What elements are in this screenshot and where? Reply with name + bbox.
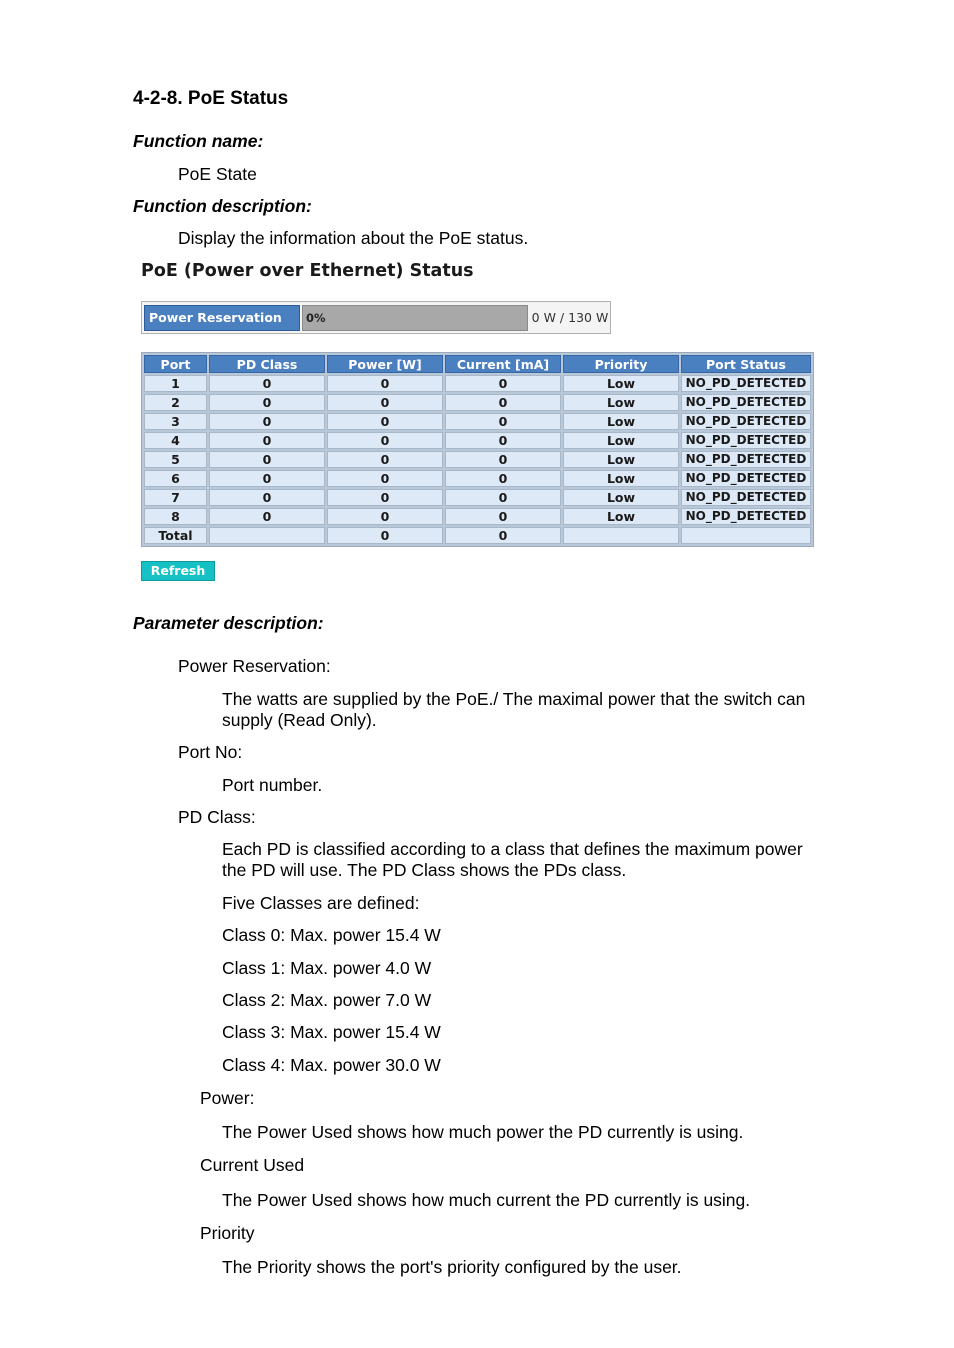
port-status-cell: NO_PD_DETECTED <box>681 508 811 525</box>
function-name-label: Function name: <box>133 131 264 151</box>
priority-cell: Low <box>563 375 679 392</box>
port-status-cell: NO_PD_DETECTED <box>681 451 811 468</box>
header-current: Current [mA] <box>445 355 561 373</box>
priority-cell: Low <box>563 451 679 468</box>
priority-cell: Low <box>563 470 679 487</box>
table-row <box>144 413 811 430</box>
current-cell: 0 <box>445 394 561 411</box>
table-row <box>144 432 811 449</box>
param-class-3: Class 3: Max. power 15.4 W <box>222 1022 441 1042</box>
param-current-used-desc: The Power Used shows how much current the PD currently is using. <box>222 1190 751 1210</box>
power-reservation-label: Power Reservation <box>144 305 300 331</box>
total-port-status <box>681 527 811 544</box>
port-cell: 5 <box>144 451 207 468</box>
header-power: Power [W] <box>327 355 443 373</box>
power-reservation-percent: 0% <box>306 311 326 325</box>
power-reservation-box <box>141 301 611 334</box>
param-class-2: Class 2: Max. power 7.0 W <box>222 990 432 1010</box>
pd-class-cell: 0 <box>209 470 325 487</box>
port-status-cell: NO_PD_DETECTED <box>681 375 811 392</box>
port-status-cell: NO_PD_DETECTED <box>681 470 811 487</box>
table-row <box>144 489 811 506</box>
port-cell: 1 <box>144 375 207 392</box>
pd-class-cell: 0 <box>209 375 325 392</box>
param-current-used: Current Used <box>200 1155 305 1175</box>
port-cell: 3 <box>144 413 207 430</box>
table-row <box>144 508 811 525</box>
port-status-cell: NO_PD_DETECTED <box>681 489 811 506</box>
poe-status-title: PoE (Power over Ethernet) Status <box>141 261 474 281</box>
function-description-label: Function description: <box>133 196 312 216</box>
current-cell: 0 <box>445 451 561 468</box>
param-class-1: Class 1: Max. power 4.0 W <box>222 958 432 978</box>
header-port: Port <box>144 355 207 373</box>
port-status-cell: NO_PD_DETECTED <box>681 413 811 430</box>
power-cell: 0 <box>327 432 443 449</box>
param-power-reservation-desc: The watts are supplied by the PoE./ The maximal power that the switch can supply (Read Only). <box>222 689 806 730</box>
power-cell: 0 <box>327 489 443 506</box>
table-row <box>144 470 811 487</box>
power-cell: 0 <box>327 470 443 487</box>
param-port-no-desc: Port number. <box>222 775 323 795</box>
port-cell: 6 <box>144 470 207 487</box>
section-title: 4-2-8. PoE Status <box>133 88 289 109</box>
function-description: Display the information about the PoE status. <box>178 228 529 248</box>
param-priority: Priority <box>200 1223 255 1243</box>
param-power-reservation: Power Reservation: <box>178 656 331 676</box>
power-cell: 0 <box>327 508 443 525</box>
header-priority: Priority <box>563 355 679 373</box>
current-cell: 0 <box>445 489 561 506</box>
port-cell: 8 <box>144 508 207 525</box>
power-cell: 0 <box>327 375 443 392</box>
param-power: Power: <box>200 1088 255 1108</box>
table-row <box>144 375 811 392</box>
priority-cell: Low <box>563 432 679 449</box>
current-cell: 0 <box>445 375 561 392</box>
param-priority-desc: The Priority shows the port's priority configured by the user. <box>222 1257 682 1277</box>
priority-cell: Low <box>563 489 679 506</box>
table-row <box>144 394 811 411</box>
port-cell: 2 <box>144 394 207 411</box>
port-cell: 7 <box>144 489 207 506</box>
total-power: 0 <box>327 527 443 544</box>
total-pd-class <box>209 527 325 544</box>
power-reservation-value: 0 W / 130 W <box>531 310 609 325</box>
pd-class-cell: 0 <box>209 451 325 468</box>
function-name: PoE State <box>178 164 257 184</box>
pd-class-cell: 0 <box>209 394 325 411</box>
param-class-0: Class 0: Max. power 15.4 W <box>222 925 441 945</box>
current-cell: 0 <box>445 508 561 525</box>
current-cell: 0 <box>445 413 561 430</box>
refresh-button[interactable]: Refresh <box>141 561 215 581</box>
pd-class-cell: 0 <box>209 413 325 430</box>
port-status-cell: NO_PD_DETECTED <box>681 394 811 411</box>
port-cell: 4 <box>144 432 207 449</box>
total-row <box>144 527 811 544</box>
header-port-status: Port Status <box>681 355 811 373</box>
pd-class-cell: 0 <box>209 508 325 525</box>
total-current: 0 <box>445 527 561 544</box>
current-cell: 0 <box>445 432 561 449</box>
power-cell: 0 <box>327 413 443 430</box>
current-cell: 0 <box>445 470 561 487</box>
parameter-description-label: Parameter description: <box>133 613 324 633</box>
pd-class-cell: 0 <box>209 489 325 506</box>
param-power-desc: The Power Used shows how much power the PD currently is using. <box>222 1122 744 1142</box>
priority-cell: Low <box>563 508 679 525</box>
param-class-4: Class 4: Max. power 30.0 W <box>222 1055 441 1075</box>
total-label: Total <box>144 527 207 544</box>
pd-class-cell: 0 <box>209 432 325 449</box>
power-cell: 0 <box>327 451 443 468</box>
priority-cell: Low <box>563 394 679 411</box>
param-port-no: Port No: <box>178 742 243 762</box>
param-pd-class: PD Class: <box>178 807 256 827</box>
power-cell: 0 <box>327 394 443 411</box>
total-priority <box>563 527 679 544</box>
header-pd-class: PD Class <box>209 355 325 373</box>
priority-cell: Low <box>563 413 679 430</box>
table-row <box>144 451 811 468</box>
port-status-cell: NO_PD_DETECTED <box>681 432 811 449</box>
power-reservation-bar <box>302 305 528 331</box>
poe-status-table <box>141 352 814 547</box>
param-pd-class-desc: Each PD is classified according to a class that defines the maximum power the PD will use. The PD Class shows the PDs class. <box>222 839 803 880</box>
param-five-classes: Five Classes are defined: <box>222 893 420 913</box>
